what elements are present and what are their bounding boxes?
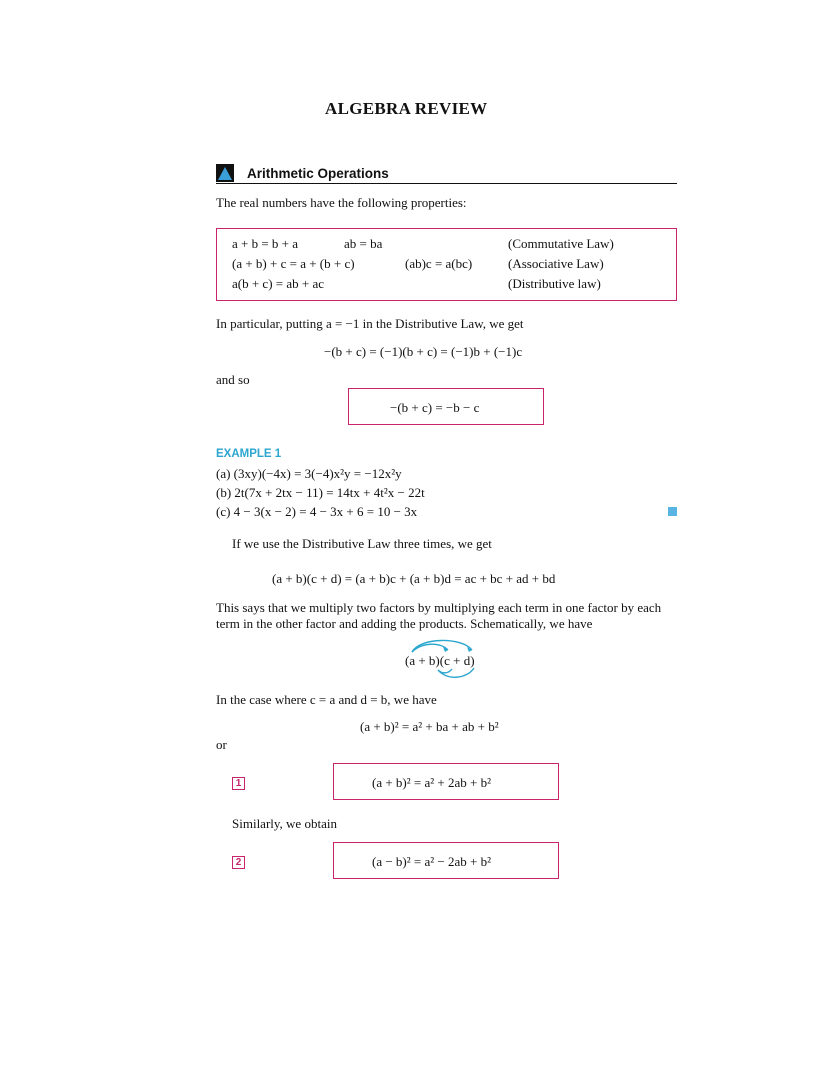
property-law: (Distributive law) [508, 276, 601, 291]
example-item: (c) 4 − 3(x − 2) = 4 − 3x + 6 = 10 − 3x [216, 504, 418, 519]
intro-text: The real numbers have the following properties: [216, 195, 467, 210]
page-title: ALGEBRA REVIEW [325, 99, 488, 118]
example-item: (b) 2t(7x + 2tx − 11) = 14tx + 4t²x − 22t [216, 485, 425, 500]
dist-equation: (a + b)(c + d) = (a + b)c + (a + b)d = ac + bc + ad + bd [272, 571, 556, 586]
formula-equation: (a + b)² = a² + 2ab + b² [372, 775, 491, 790]
property-eq: a(b + c) = ab + ac [232, 276, 325, 291]
section-heading: Arithmetic Operations [247, 166, 389, 181]
property-law: (Commutative Law) [508, 236, 614, 251]
similarly-text: Similarly, we obtain [232, 816, 337, 831]
property-eq: ab = ba [344, 236, 383, 251]
end-of-example-icon [668, 507, 677, 516]
property-eq: a + b = b + a [232, 236, 299, 251]
case-equation: (a + b)² = a² + ba + ab + b² [360, 719, 499, 734]
says-text-line-2: term in the other factor and adding the products. Schematically, we have [216, 616, 593, 631]
example-item: (a) (3xy)(−4x) = 3(−4)x²y = −12x²y [216, 466, 402, 481]
dist-three-text: If we use the Distributive Law three times, we get [232, 536, 492, 551]
section-rule [216, 183, 677, 184]
triangle-icon [216, 164, 234, 182]
particular-equation: −(b + c) = (−1)(b + c) = (−1)b + (−1)c [324, 344, 523, 359]
case-text: In the case where c = a and d = b, we have [216, 692, 437, 707]
example-label: EXAMPLE 1 [216, 448, 282, 460]
particular-text: In particular, putting a = −1 in the Distributive Law, we get [216, 316, 524, 331]
property-eq: (ab)c = a(bc) [405, 256, 473, 271]
or-text: or [216, 737, 227, 752]
formula-number-tag: 1 [232, 777, 245, 790]
formula-equation: (a − b)² = a² − 2ab + b² [372, 854, 491, 869]
and-so-text: and so [216, 372, 250, 387]
says-text-line-1: This says that we multiply two factors by multiplying each term in one factor by each [216, 600, 662, 615]
schematic-expression: (a + b)(c + d) [405, 653, 475, 668]
formula-number-tag: 2 [232, 856, 245, 869]
property-eq: (a + b) + c = a + (b + c) [232, 256, 355, 271]
boxed-equation: −(b + c) = −b − c [390, 400, 480, 415]
property-law: (Associative Law) [508, 256, 604, 271]
